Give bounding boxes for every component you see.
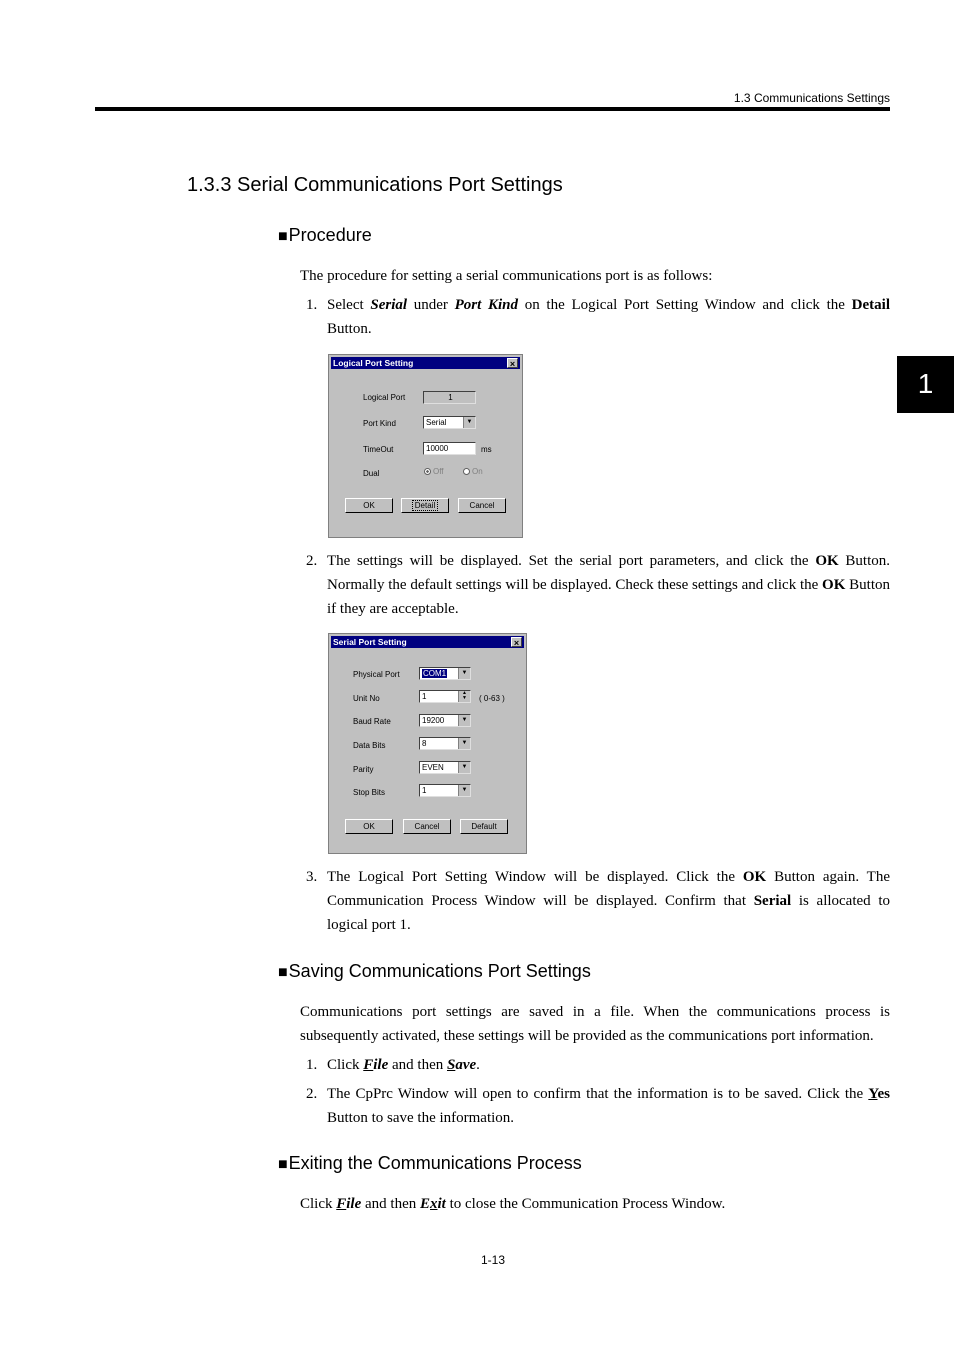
ok-button[interactable]: OK [345, 498, 393, 513]
exiting-heading [278, 1153, 582, 1174]
cancel-button[interactable]: Cancel [403, 819, 451, 834]
step-number: 3. [306, 869, 318, 885]
saving-step-1: 1. Click File and then Save. [306, 1053, 890, 1077]
port-kind-label: Port Kind [363, 419, 396, 428]
step-number: 2. [306, 553, 318, 569]
data-bits-select[interactable]: 8 ▼ [419, 737, 471, 750]
chapter-tab: 1 [897, 356, 954, 413]
exit-menu-term: Exit [420, 1196, 446, 1212]
timeout-label: TimeOut [363, 445, 394, 454]
yes-term: Yes [868, 1086, 890, 1102]
port-kind-term: Port Kind [454, 297, 519, 313]
baud-rate-select[interactable]: 19200 ▼ [419, 714, 471, 727]
ok-term: OK [742, 869, 767, 885]
procedure-heading-text: Procedure [288, 225, 372, 245]
stop-bits-select[interactable]: 1 ▼ [419, 784, 471, 797]
section-title: 1.3.3 Serial Communications Port Settings [187, 174, 563, 196]
serial-term: Serial [753, 893, 792, 909]
procedure-intro: The procedure for setting a serial communications port is as follows: [300, 268, 713, 284]
chevron-down-icon[interactable]: ▼ [458, 762, 470, 773]
physical-port-label: Physical Port [353, 670, 400, 679]
dual-on-radio[interactable]: On [463, 467, 483, 476]
ok-button[interactable]: OK [345, 819, 393, 834]
procedure-step-3: 3. The Logical Port Setting Window will be displayed. Click the OK Button again. The Communication Process Window will be displayed. Confirm that Serial is allocated to logical port 1. [306, 865, 890, 937]
cancel-button[interactable]: Cancel [458, 498, 506, 513]
save-menu-term: Save [447, 1057, 477, 1073]
physical-port-select[interactable]: COM1 ▼ [419, 667, 471, 680]
port-kind-select[interactable]: Serial ▼ [423, 416, 476, 429]
baud-rate-label: Baud Rate [353, 717, 391, 726]
dual-label: Dual [363, 469, 380, 478]
saving-heading [278, 961, 591, 982]
unit-no-range: ( 0-63 ) [479, 694, 505, 703]
procedure-step-1: 1. Select Serial under Port Kind on the Logical Port Setting Window and click the Detail Button. [306, 293, 890, 341]
serial-term: Serial [370, 297, 408, 313]
exiting-heading-text: Exiting the Communications Process [288, 1153, 582, 1173]
step-number: 1. [306, 1057, 318, 1073]
procedure-step-2: 2. The settings will be displayed. Set the serial port parameters, and click the OK Button. Normally the default settings will be displayed. Check these settings and click the OK Button if they are acceptable. [306, 549, 890, 621]
detail-term: Detail [851, 297, 890, 313]
serial-port-setting-dialog [328, 633, 527, 854]
data-bits-label: Data Bits [353, 741, 386, 750]
saving-step-2: 2. The CpPrc Window will open to confirm that the information is to be saved. Click the Yes Button to save the information. [306, 1082, 890, 1130]
timeout-unit: ms [481, 445, 492, 454]
dialog-titlebar [331, 636, 524, 648]
parity-select[interactable]: EVEN ▼ [419, 761, 471, 774]
default-button[interactable]: Default [460, 819, 508, 834]
dialog-title: Logical Port Setting [333, 358, 414, 368]
spin-icon[interactable]: ▲ ▼ [458, 691, 470, 702]
page-number: 1-13 [480, 1253, 506, 1267]
close-icon[interactable]: × [511, 637, 522, 647]
file-menu-term: File [363, 1057, 389, 1073]
chevron-down-icon[interactable]: ▼ [463, 417, 475, 428]
dual-off-radio[interactable]: Off [424, 467, 444, 476]
parity-label: Parity [353, 765, 374, 774]
ok-term: OK [822, 577, 846, 593]
logical-port-label: Logical Port [363, 393, 406, 402]
timeout-input[interactable]: 10000 [423, 442, 476, 455]
dialog-title: Serial Port Setting [333, 637, 407, 647]
chevron-down-icon[interactable]: ▼ [458, 738, 470, 749]
saving-heading-text: Saving Communications Port Settings [288, 961, 591, 981]
dialog-titlebar [331, 357, 520, 369]
square-bullet-icon: ■ [278, 228, 288, 245]
unit-no-input[interactable]: 1 ▲ ▼ [419, 690, 471, 703]
square-bullet-icon: ■ [278, 1156, 288, 1173]
header-rule [95, 107, 890, 111]
chevron-down-icon[interactable]: ▼ [458, 715, 470, 726]
logical-port-field: 1 [423, 391, 476, 404]
ok-term: OK [815, 553, 839, 569]
square-bullet-icon: ■ [278, 964, 288, 981]
unit-no-label: Unit No [353, 694, 380, 703]
chevron-down-icon[interactable]: ▼ [458, 785, 470, 796]
step-number: 1. [306, 297, 318, 313]
step-number: 2. [306, 1086, 318, 1102]
stop-bits-label: Stop Bits [353, 788, 386, 797]
running-head: 1.3 Communications Settings [733, 91, 890, 105]
logical-port-setting-dialog [328, 354, 523, 538]
saving-intro: Communications port settings are saved in a file. When the communications process is subsequently activated, these settings will be provided as the communications port information. [300, 1004, 890, 1044]
file-menu-term: File [336, 1196, 362, 1212]
exiting-text: Click File and then Exit to close the Communication Process Window. [300, 1196, 726, 1212]
chevron-down-icon[interactable]: ▼ [458, 668, 470, 679]
procedure-heading [278, 225, 372, 246]
detail-button[interactable]: Detail [401, 498, 449, 513]
close-icon[interactable]: × [507, 358, 518, 368]
